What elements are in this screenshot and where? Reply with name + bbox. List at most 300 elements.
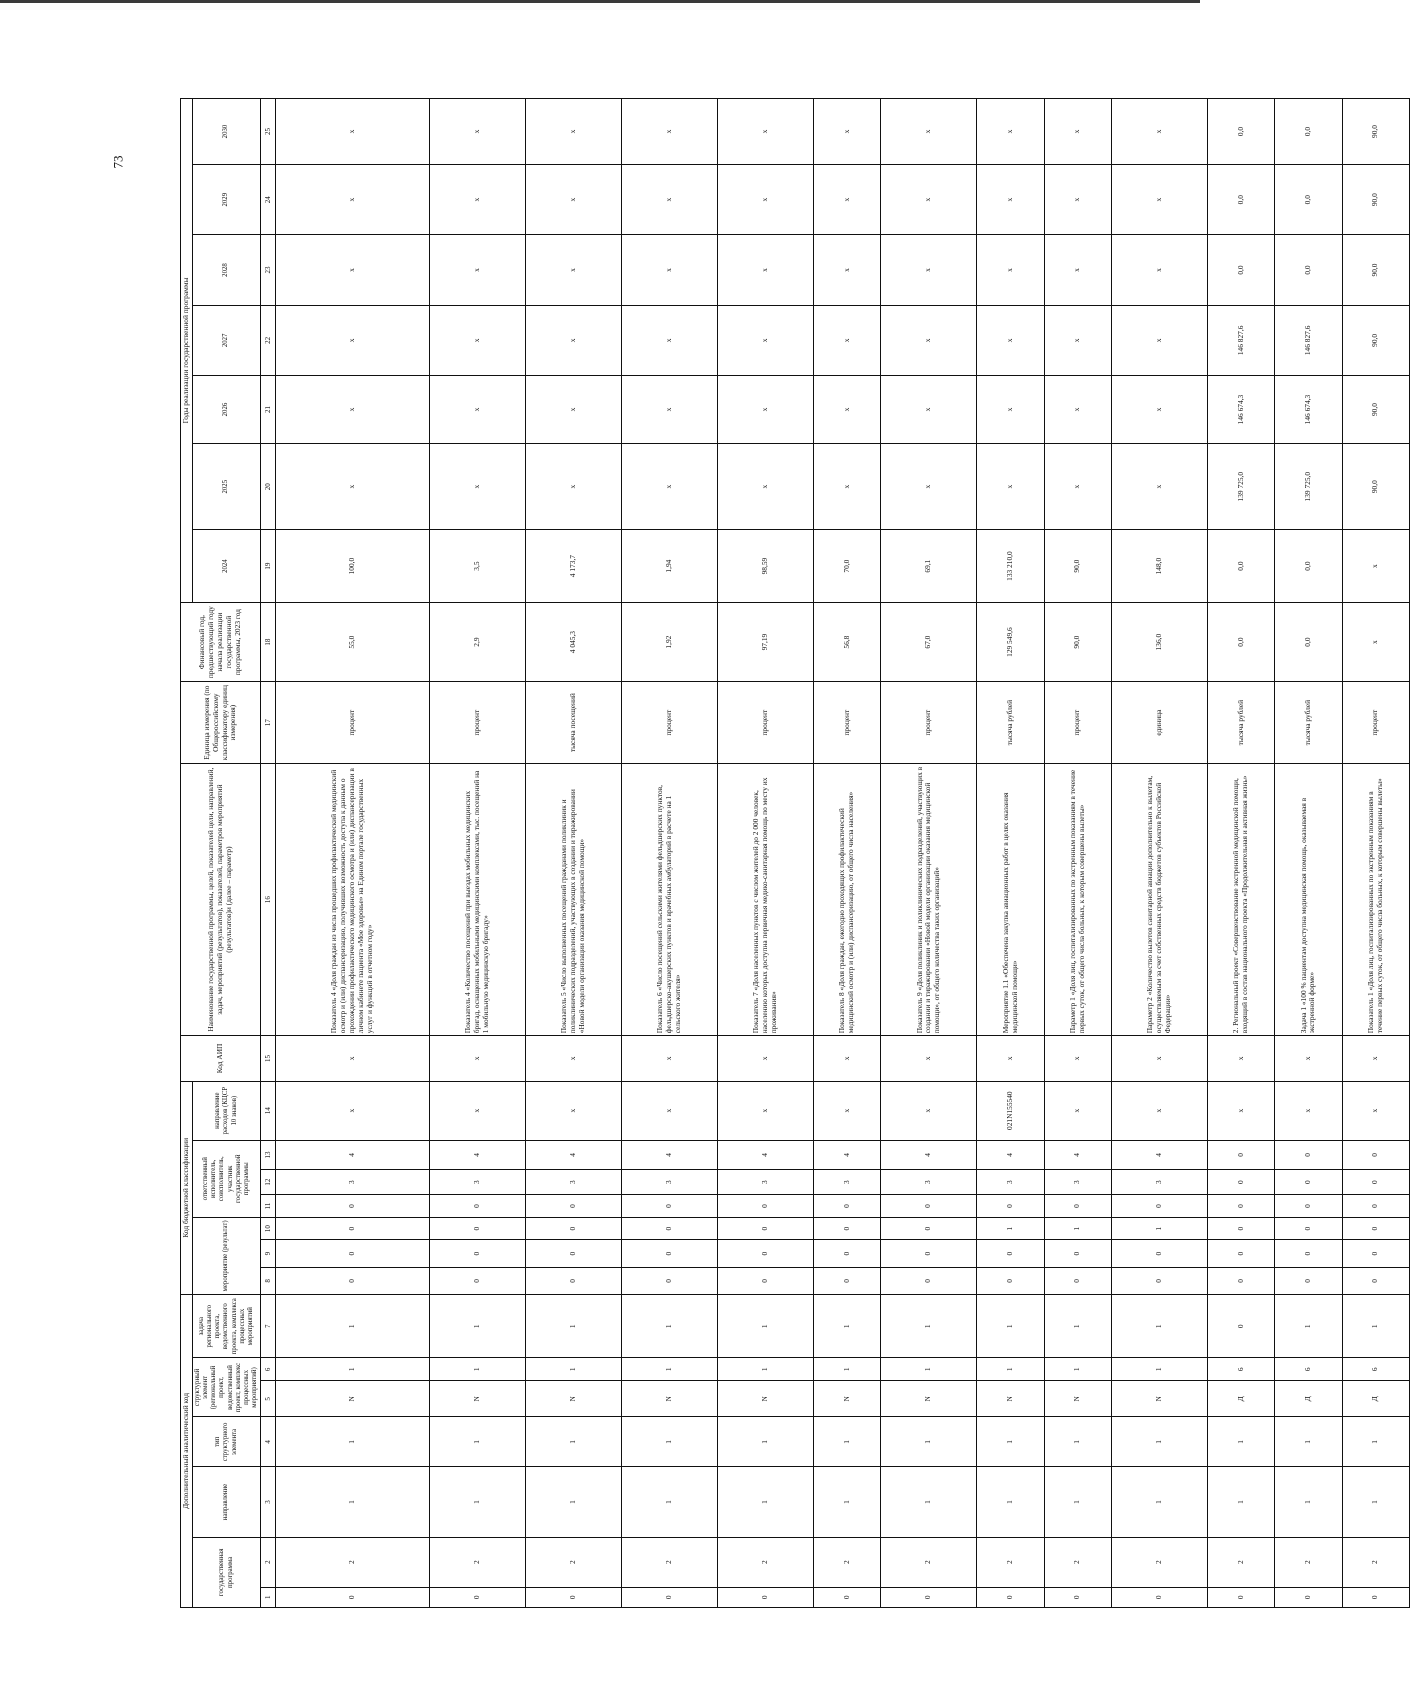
header-year-2025: 2025 xyxy=(192,444,260,530)
code-cell: 1 xyxy=(977,1417,1044,1467)
base-year-cell: x xyxy=(1342,602,1409,681)
table-row xyxy=(525,99,621,1608)
code-cell: 0 xyxy=(429,1195,525,1218)
year-value-cell: x xyxy=(276,165,430,235)
code-cell: 0 xyxy=(1342,1587,1409,1607)
table-row xyxy=(1207,99,1274,1608)
year-value-cell: 146 674,3 xyxy=(1207,376,1274,444)
column-number: 11 xyxy=(261,1195,276,1218)
year-value-cell: x xyxy=(881,305,977,375)
base-year-cell: 2,9 xyxy=(429,602,525,681)
code-cell: 0 xyxy=(881,1267,977,1294)
code-cell: 2 xyxy=(717,1537,813,1587)
header-year-2029: 2029 xyxy=(192,165,260,235)
header-gp: государственная программа xyxy=(192,1537,260,1607)
column-number: 4 xyxy=(261,1417,276,1467)
year-value-cell: x xyxy=(1044,376,1111,444)
base-year-cell: 67,0 xyxy=(881,602,977,681)
column-number: 2 xyxy=(261,1537,276,1587)
column-number: 3 xyxy=(261,1467,276,1537)
kcsr-cell: x xyxy=(1207,1081,1274,1140)
year-value-cell: x xyxy=(881,165,977,235)
year-value-cell: 0,0 xyxy=(1207,235,1274,305)
header-event: мероприятие (результат) xyxy=(192,1217,260,1294)
code-cell: 0 xyxy=(814,1587,881,1607)
code-cell: 0 xyxy=(814,1267,881,1294)
name-cell: Параметр 2 «Количество вылетов санитарной авиации дополнительно к вылетам, осуществляемым за счет собственных средств бюджетов субъектов Российской Федерации» xyxy=(1111,763,1207,1035)
code-cell: 4 xyxy=(276,1140,430,1169)
kcsr-cell: 021N155540 xyxy=(977,1081,1044,1140)
code-cell: N xyxy=(621,1381,717,1417)
code-cell: 0 xyxy=(525,1587,621,1607)
code-cell: 2 xyxy=(1111,1537,1207,1587)
unit-cell: процент xyxy=(429,682,525,764)
code-cell: 1 xyxy=(814,1417,881,1467)
kcsr-cell: x xyxy=(717,1081,813,1140)
code-cell: 1 xyxy=(977,1358,1044,1381)
code-cell: 0 xyxy=(1342,1240,1409,1267)
code-cell: 4 xyxy=(814,1140,881,1169)
code-cell: 1 xyxy=(621,1417,717,1467)
year-value-cell: x xyxy=(717,305,813,375)
year-value-cell: 0,0 xyxy=(1207,530,1274,603)
year-value-cell: 1,94 xyxy=(621,530,717,603)
code-cell: 0 xyxy=(814,1240,881,1267)
code-cell: 1 xyxy=(621,1358,717,1381)
year-value-cell: x xyxy=(814,235,881,305)
column-number: 16 xyxy=(261,763,276,1035)
code-cell: 0 xyxy=(881,1587,977,1607)
name-cell: Показатель 4 «Доля граждан из числа прошедших профилактический медицинский осмотр и (или) диспансеризацию, получивших возможность доступа к данным о прохождении профилактического медицинского осмотра и (или) диспансеризации в личном кабинете пациента «Мое здоровье» на Едином портале государственных услуг и функций в отчетном году» xyxy=(276,763,430,1035)
code-cell: 2 xyxy=(429,1537,525,1587)
column-number: 8 xyxy=(261,1267,276,1294)
unit-cell: процент xyxy=(717,682,813,764)
year-value-cell: x xyxy=(1044,99,1111,165)
code-cell: 3 xyxy=(977,1170,1044,1195)
code-cell: 1 xyxy=(881,1417,977,1467)
header-resp: ответственный исполнитель, соисполнитель, участник государственной программы xyxy=(192,1140,260,1217)
year-value-cell: 146 827,6 xyxy=(1275,305,1342,375)
unit-cell: тысяча рублей xyxy=(1275,682,1342,764)
header-year-2024: 2024 xyxy=(192,530,260,603)
table-row xyxy=(977,99,1044,1608)
code-cell: 1 xyxy=(717,1467,813,1537)
unit-cell: процент xyxy=(621,682,717,764)
code-cell: N xyxy=(1111,1381,1207,1417)
code-cell: 0 xyxy=(881,1195,977,1218)
year-value-cell: x xyxy=(717,99,813,165)
code-cell: 3 xyxy=(1044,1170,1111,1195)
code-cell: 4 xyxy=(717,1140,813,1169)
table-row xyxy=(276,99,430,1608)
code-cell: 1 xyxy=(429,1467,525,1537)
year-value-cell: 90,0 xyxy=(1342,376,1409,444)
code-cell: 1 xyxy=(977,1467,1044,1537)
code-cell: 2 xyxy=(1342,1537,1409,1587)
column-number: 21 xyxy=(261,376,276,444)
year-value-cell: x xyxy=(814,376,881,444)
aip-cell: x xyxy=(814,1036,881,1081)
unit-cell: тысяча рублей xyxy=(1207,682,1274,764)
code-cell: 0 xyxy=(977,1267,1044,1294)
year-value-cell: x xyxy=(525,99,621,165)
year-value-cell: x xyxy=(621,165,717,235)
code-cell: 0 xyxy=(276,1217,430,1240)
aip-cell: x xyxy=(1207,1036,1274,1081)
code-cell: 0 xyxy=(525,1267,621,1294)
column-number: 15 xyxy=(261,1036,276,1081)
year-value-cell: x xyxy=(276,444,430,530)
code-cell: 4 xyxy=(881,1140,977,1169)
code-cell: N xyxy=(276,1381,430,1417)
column-number: 13 xyxy=(261,1140,276,1169)
header-budget-code: Код бюджетной классификации xyxy=(181,1081,193,1294)
code-cell: N xyxy=(717,1381,813,1417)
header-name: Наименование государственной программы, целей, показателей цели, направлений, задач, мероприятий (результатов), показателей, параметров мероприятий (результатов)и (далее – параметр) xyxy=(181,763,261,1035)
code-cell: 0 xyxy=(814,1217,881,1240)
year-value-cell: x xyxy=(881,444,977,530)
code-cell: 0 xyxy=(717,1195,813,1218)
year-value-cell: x xyxy=(525,305,621,375)
year-value-cell: x xyxy=(717,165,813,235)
code-cell: 0 xyxy=(1342,1170,1409,1195)
code-cell: 0 xyxy=(1207,1240,1274,1267)
header-base-year: Финансовый год, предшествующий году начала реализации государственной программы, 2023 год xyxy=(181,602,261,681)
code-cell: 0 xyxy=(621,1217,717,1240)
code-cell: N xyxy=(525,1381,621,1417)
year-value-cell: 90,0 xyxy=(1342,444,1409,530)
name-cell: Показатель 7 «Доля населенных пунктов с числом жителей до 2 000 человек, населению которых доступна первичная медико-санитарная помощь по месту их проживания» xyxy=(717,763,813,1035)
aip-cell: x xyxy=(1111,1036,1207,1081)
code-cell: 0 xyxy=(814,1195,881,1218)
base-year-cell: 0,0 xyxy=(1275,602,1342,681)
year-value-cell: 148,0 xyxy=(1111,530,1207,603)
aip-cell: x xyxy=(1275,1036,1342,1081)
year-value-cell: x xyxy=(1044,165,1111,235)
year-value-cell: 139 725,0 xyxy=(1275,444,1342,530)
base-year-cell: 129 549,6 xyxy=(977,602,1044,681)
code-cell: 1 xyxy=(525,1467,621,1537)
year-value-cell: x xyxy=(276,235,430,305)
name-cell: Показатель 9 «Доля поликлиник и поликлинических подразделений, участвующих в создании и тиражировании «Новой модели организации оказания медицинской помощи», от общего количества таких организаций» xyxy=(881,763,977,1035)
kcsr-cell: x xyxy=(1275,1081,1342,1140)
column-number: 23 xyxy=(261,235,276,305)
year-value-cell: x xyxy=(429,444,525,530)
year-value-cell: x xyxy=(621,376,717,444)
code-cell: 3 xyxy=(881,1170,977,1195)
code-cell: 4 xyxy=(977,1140,1044,1169)
code-cell: 1 xyxy=(429,1294,525,1358)
code-cell: 1 xyxy=(1207,1417,1274,1467)
code-cell: 0 xyxy=(276,1587,430,1607)
code-cell: 0 xyxy=(1275,1240,1342,1267)
code-cell: 0 xyxy=(977,1587,1044,1607)
year-value-cell: x xyxy=(525,376,621,444)
code-cell: 0 xyxy=(1342,1140,1409,1169)
base-year-cell: 56,8 xyxy=(814,602,881,681)
year-value-cell: 4 173,7 xyxy=(525,530,621,603)
column-number: 19 xyxy=(261,530,276,603)
code-cell: 0 xyxy=(717,1587,813,1607)
code-cell: 1 xyxy=(1207,1467,1274,1537)
code-cell: 4 xyxy=(429,1140,525,1169)
name-cell: Задача 1 «100 % пациентам доступна медицинская помощь, оказываемая в экстренной форме» xyxy=(1275,763,1342,1035)
header-year-2027: 2027 xyxy=(192,305,260,375)
year-value-cell: x xyxy=(977,376,1044,444)
table-row xyxy=(1275,99,1342,1608)
code-cell: N xyxy=(977,1381,1044,1417)
year-value-cell: x xyxy=(717,444,813,530)
aip-cell: x xyxy=(429,1036,525,1081)
code-cell: 0 xyxy=(1044,1195,1111,1218)
header-type: тип структурного элемента xyxy=(192,1417,260,1467)
code-cell: 4 xyxy=(1044,1140,1111,1169)
code-cell: 0 xyxy=(1275,1170,1342,1195)
kcsr-cell: x xyxy=(1342,1081,1409,1140)
base-year-cell: 1,92 xyxy=(621,602,717,681)
code-cell: N xyxy=(429,1381,525,1417)
code-cell: 0 xyxy=(1207,1294,1274,1358)
code-cell: 1 xyxy=(1044,1217,1111,1240)
year-value-cell: x xyxy=(621,99,717,165)
code-cell: 0 xyxy=(717,1217,813,1240)
year-value-cell: 0,0 xyxy=(1207,165,1274,235)
code-cell: 0 xyxy=(1044,1240,1111,1267)
year-value-cell: 90,0 xyxy=(1342,305,1409,375)
code-cell: 1 xyxy=(1342,1294,1409,1358)
code-cell: 1 xyxy=(429,1358,525,1381)
column-number: 24 xyxy=(261,165,276,235)
year-value-cell: x xyxy=(977,305,1044,375)
header-kod-aip: Код АИП xyxy=(181,1036,261,1081)
header-direction: направление xyxy=(192,1467,260,1537)
column-number: 12 xyxy=(261,1170,276,1195)
code-cell: Д xyxy=(1342,1381,1409,1417)
unit-cell: тысяча рублей xyxy=(977,682,1044,764)
column-number: 14 xyxy=(261,1081,276,1140)
year-value-cell: 90,0 xyxy=(1342,99,1409,165)
base-year-cell: 90,0 xyxy=(1044,602,1111,681)
column-number-row xyxy=(261,99,276,1608)
header-additional-code: Дополнительный аналитический код xyxy=(181,1294,193,1607)
column-number: 1 xyxy=(261,1587,276,1607)
code-cell: N xyxy=(881,1381,977,1417)
year-value-cell: 139 725,0 xyxy=(1207,444,1274,530)
code-cell: 0 xyxy=(525,1195,621,1218)
kcsr-cell: x xyxy=(621,1081,717,1140)
code-cell: 2 xyxy=(814,1537,881,1587)
year-value-cell: x xyxy=(1111,235,1207,305)
code-cell: 0 xyxy=(717,1240,813,1267)
header-task: задача регионального проекта, ведомственного проекта, комплекса процессных мероприятий xyxy=(192,1294,260,1358)
column-number: 18 xyxy=(261,602,276,681)
name-cell: Показатель 6 «Число посещений сельскими жителями фельдшерских пунктов, фельдшерско-акушерских пунктов и врачебных амбулаторий в расчете на 1 сельского жителя» xyxy=(621,763,717,1035)
code-cell: 3 xyxy=(717,1170,813,1195)
code-cell: 1 xyxy=(621,1294,717,1358)
code-cell: 1 xyxy=(717,1358,813,1381)
code-cell: 1 xyxy=(1111,1358,1207,1381)
unit-cell: единица xyxy=(1111,682,1207,764)
code-cell: 0 xyxy=(621,1267,717,1294)
year-value-cell: x xyxy=(1111,99,1207,165)
code-cell: 0 xyxy=(1207,1217,1274,1240)
code-cell: 1 xyxy=(977,1217,1044,1240)
code-cell: 0 xyxy=(717,1267,813,1294)
code-cell: 1 xyxy=(1044,1417,1111,1467)
code-cell: 1 xyxy=(276,1467,430,1537)
code-cell: 0 xyxy=(1207,1140,1274,1169)
year-value-cell: 0,0 xyxy=(1275,530,1342,603)
code-cell: 2 xyxy=(525,1537,621,1587)
year-value-cell: x xyxy=(1342,530,1409,603)
year-value-cell: x xyxy=(525,165,621,235)
year-value-cell: 90,0 xyxy=(1342,165,1409,235)
code-cell: 0 xyxy=(1044,1587,1111,1607)
code-cell: N xyxy=(1044,1381,1111,1417)
code-cell: 0 xyxy=(276,1240,430,1267)
year-value-cell: 69,1 xyxy=(881,530,977,603)
code-cell: 2 xyxy=(1207,1537,1274,1587)
code-cell: 0 xyxy=(881,1217,977,1240)
code-cell: 1 xyxy=(1342,1417,1409,1467)
column-number: 22 xyxy=(261,305,276,375)
header-years: Годы реализации государственной программы xyxy=(181,99,193,603)
code-cell: 0 xyxy=(1342,1267,1409,1294)
code-cell: 0 xyxy=(1207,1170,1274,1195)
year-value-cell: x xyxy=(814,305,881,375)
code-cell: N xyxy=(814,1381,881,1417)
code-cell: 1 xyxy=(814,1467,881,1537)
column-number: 10 xyxy=(261,1217,276,1240)
code-cell: 0 xyxy=(429,1267,525,1294)
header-kcsr: направление расходов (КЦСР 10 знаков) xyxy=(192,1081,260,1140)
unit-cell: процент xyxy=(276,682,430,764)
year-value-cell: x xyxy=(1111,376,1207,444)
code-cell: 3 xyxy=(621,1170,717,1195)
year-value-cell: x xyxy=(276,305,430,375)
kcsr-cell: x xyxy=(814,1081,881,1140)
year-value-cell: 98,59 xyxy=(717,530,813,603)
code-cell: 1 xyxy=(1111,1417,1207,1467)
year-value-cell: x xyxy=(814,165,881,235)
base-year-cell: 4 045,3 xyxy=(525,602,621,681)
year-value-cell: x xyxy=(525,444,621,530)
kcsr-cell: x xyxy=(525,1081,621,1140)
year-value-cell: x xyxy=(1111,165,1207,235)
code-cell: 1 xyxy=(1111,1467,1207,1537)
year-value-cell: x xyxy=(621,235,717,305)
code-cell: 3 xyxy=(429,1170,525,1195)
column-number: 6 xyxy=(261,1358,276,1381)
unit-cell: процент xyxy=(1044,682,1111,764)
year-value-cell: x xyxy=(1111,444,1207,530)
code-cell: 2 xyxy=(1275,1537,1342,1587)
year-value-cell: 90,0 xyxy=(1044,530,1111,603)
header-unit: Единица измерения (по Общероссийскому классификатору единиц измерения) xyxy=(181,682,261,764)
code-cell: 1 xyxy=(1275,1294,1342,1358)
name-cell: Мероприятие 1.1 «Обеспечена закупка авиационных работ в целях оказания медицинской помощи» xyxy=(977,763,1044,1035)
code-cell: 0 xyxy=(1207,1587,1274,1607)
year-value-cell: x xyxy=(276,99,430,165)
table-row xyxy=(881,99,977,1608)
code-cell: 4 xyxy=(621,1140,717,1169)
code-cell: 0 xyxy=(1111,1240,1207,1267)
rotated-page xyxy=(180,98,1410,1608)
year-value-cell: 3,5 xyxy=(429,530,525,603)
code-cell: 2 xyxy=(977,1537,1044,1587)
scan-edge xyxy=(0,0,1200,3)
year-value-cell: x xyxy=(276,376,430,444)
program-table xyxy=(180,98,1410,1608)
code-cell: 0 xyxy=(429,1587,525,1607)
aip-cell: x xyxy=(525,1036,621,1081)
year-value-cell: x xyxy=(977,444,1044,530)
code-cell: 0 xyxy=(1275,1195,1342,1218)
code-cell: 1 xyxy=(1342,1467,1409,1537)
year-value-cell: 70,0 xyxy=(814,530,881,603)
year-value-cell: x xyxy=(1044,305,1111,375)
code-cell: 3 xyxy=(525,1170,621,1195)
unit-cell: процент xyxy=(881,682,977,764)
code-cell: 0 xyxy=(881,1240,977,1267)
year-value-cell: 100,0 xyxy=(276,530,430,603)
year-value-cell: 0,0 xyxy=(1275,99,1342,165)
code-cell: 1 xyxy=(814,1294,881,1358)
kcsr-cell: x xyxy=(881,1081,977,1140)
year-value-cell: 133 210,0 xyxy=(977,530,1044,603)
code-cell: 4 xyxy=(1111,1140,1207,1169)
code-cell: 0 xyxy=(276,1267,430,1294)
name-cell: Показатель 8 «Доля граждан, ежегодно проходящих профилактический медицинский осмотр и (или) диспансеризацию, от общего числа населения» xyxy=(814,763,881,1035)
code-cell: 0 xyxy=(525,1217,621,1240)
code-cell: 2 xyxy=(1044,1537,1111,1587)
year-value-cell: x xyxy=(429,165,525,235)
table-row xyxy=(1342,99,1409,1608)
column-number: 20 xyxy=(261,444,276,530)
name-cell: Параметр 1 «Доля лиц, госпитализированных по экстренным показаниям в течение первых суток, от общего числа больных, к которым совершены вылеты» xyxy=(1044,763,1111,1035)
table-row xyxy=(621,99,717,1608)
column-number: 9 xyxy=(261,1240,276,1267)
header-struct: структурный элемент (региональный проект, ведомственный проект, комплекс процессных мероприятий) xyxy=(192,1358,260,1417)
header-year-2028: 2028 xyxy=(192,235,260,305)
aip-cell: x xyxy=(977,1036,1044,1081)
code-cell: 0 xyxy=(1207,1195,1274,1218)
name-cell: Показатель 1 «Доля лиц, госпитализированных по экстренным показаниям в течение первых суток, от общего числа больных, к которым совершены вылеты» xyxy=(1342,763,1409,1035)
aip-cell: x xyxy=(1044,1036,1111,1081)
code-cell: 3 xyxy=(276,1170,430,1195)
code-cell: 1 xyxy=(881,1358,977,1381)
unit-cell: тысяча посещений xyxy=(525,682,621,764)
code-cell: 0 xyxy=(1275,1140,1342,1169)
unit-cell: процент xyxy=(814,682,881,764)
name-cell: Показатель 5 «Число выполненных посещений гражданами поликлиник и поликлинических подразделений, участвующих в создании и тиражировании «Новой модели организации оказания медицинской помощи» xyxy=(525,763,621,1035)
code-cell: 0 xyxy=(977,1195,1044,1218)
code-cell: Д xyxy=(1207,1381,1274,1417)
code-cell: 0 xyxy=(621,1240,717,1267)
year-value-cell: x xyxy=(429,235,525,305)
code-cell: 1 xyxy=(276,1358,430,1381)
aip-cell: x xyxy=(621,1036,717,1081)
base-year-cell: 97,19 xyxy=(717,602,813,681)
year-value-cell: x xyxy=(429,376,525,444)
code-cell: 1 xyxy=(525,1358,621,1381)
code-cell: 0 xyxy=(1275,1587,1342,1607)
code-cell: 1 xyxy=(814,1358,881,1381)
year-value-cell: 0,0 xyxy=(1275,165,1342,235)
code-cell: 0 xyxy=(621,1587,717,1607)
aip-cell: x xyxy=(717,1036,813,1081)
code-cell: 0 xyxy=(977,1240,1044,1267)
